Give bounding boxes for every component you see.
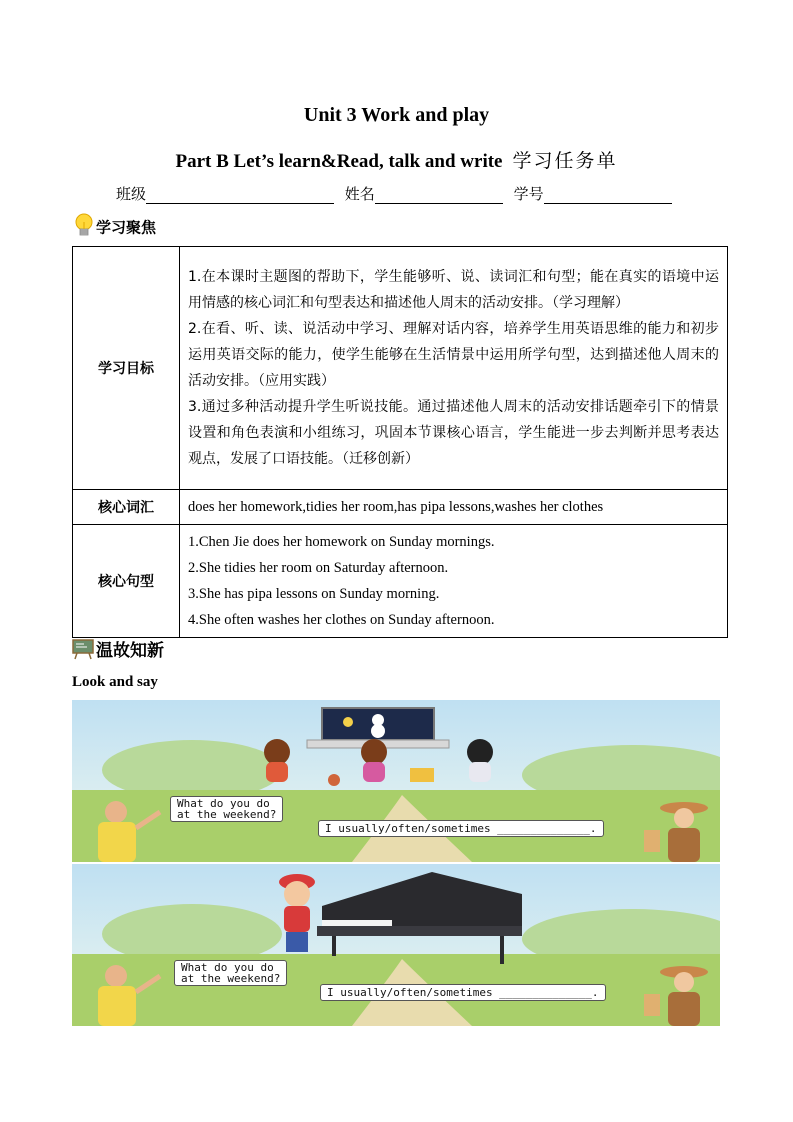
sentence-item: 1.Chen Jie does her homework on Sunday mornings. xyxy=(188,534,495,550)
question-line: at the weekend? xyxy=(181,972,281,985)
look-and-say-label: Look and say xyxy=(72,674,158,690)
table-row xyxy=(73,247,728,490)
question-bubble xyxy=(174,960,287,986)
goals-content xyxy=(180,247,728,490)
class-blank[interactable] xyxy=(146,186,334,204)
table-row xyxy=(73,490,728,525)
subtitle-cn: 学习任务单 xyxy=(512,150,618,172)
piano-scene-illustration xyxy=(72,864,720,1026)
number-blank[interactable] xyxy=(544,186,672,204)
goals-label: 学习目标 xyxy=(73,247,180,490)
question-bubble xyxy=(170,796,283,822)
blackboard-icon xyxy=(72,638,94,665)
student-info-line xyxy=(116,183,672,204)
sentence-item: 3.She has pipa lessons on Sunday morning. xyxy=(188,586,440,602)
question-line: What do you do xyxy=(181,961,274,974)
review-heading-text: 温故知新 xyxy=(96,641,164,661)
question-line: at the weekend? xyxy=(177,808,277,821)
sentences-content xyxy=(180,525,728,638)
lightbulb-icon xyxy=(74,212,94,244)
sentence-item: 2.She tidies her room on Saturday afternoon. xyxy=(188,560,449,576)
number-label: 学号 xyxy=(513,185,544,203)
focus-heading xyxy=(74,212,156,244)
focus-table xyxy=(72,246,728,638)
review-heading xyxy=(72,636,164,665)
table-row xyxy=(73,525,728,638)
goal-item: 2.在看、听、读、说活动中学习、理解对话内容，培养学生用英语思维的能力和初步运用英语交际的能力，使学生能够在生活情景中运用所学句型，达到描述他人周末的活动安排。（应用实践） xyxy=(188,321,719,389)
page-title: Unit 3 Work and play xyxy=(303,104,490,126)
vocab-label: 核心词汇 xyxy=(73,490,180,525)
sentence-item: 4.She often washes her clothes on Sunday afternoon. xyxy=(188,612,495,628)
scene-panel-tv xyxy=(72,700,720,862)
vocab-content: does her homework,tidies her room,has pipa lessons,washes her clothes xyxy=(180,490,728,525)
page-subtitle xyxy=(0,146,793,173)
answer-bubble: I usually/often/sometimes ______________. xyxy=(320,984,606,1001)
sentences-label: 核心句型 xyxy=(73,525,180,638)
subtitle-en: Part B Let’s learn&Read, talk and write xyxy=(175,151,503,172)
tv-scene-illustration xyxy=(72,700,720,862)
answer-bubble: I usually/often/sometimes ______________. xyxy=(318,820,604,837)
question-line: What do you do xyxy=(177,797,270,810)
focus-heading-text: 学习聚焦 xyxy=(96,218,157,237)
goal-item: 3.通过多种活动提升学生听说技能。通过描述他人周末的活动安排话题牵引下的情景设置和角色表演和小组练习，巩固本节课核心语言，学生能进一步去判断并思考表达观点，发展了口语技能。（迁移创新） xyxy=(188,399,719,467)
class-label: 班级 xyxy=(116,185,147,203)
name-label: 姓名 xyxy=(344,185,375,203)
scene-panel-piano xyxy=(72,864,720,1026)
name-blank[interactable] xyxy=(375,186,503,204)
goal-item: 1.在本课时主题图的帮助下，学生能够听、说、读词汇和句型；能在真实的语境中运用情感的核心词汇和句型表达和描述他人周末的活动安排。（学习理解） xyxy=(188,269,719,311)
